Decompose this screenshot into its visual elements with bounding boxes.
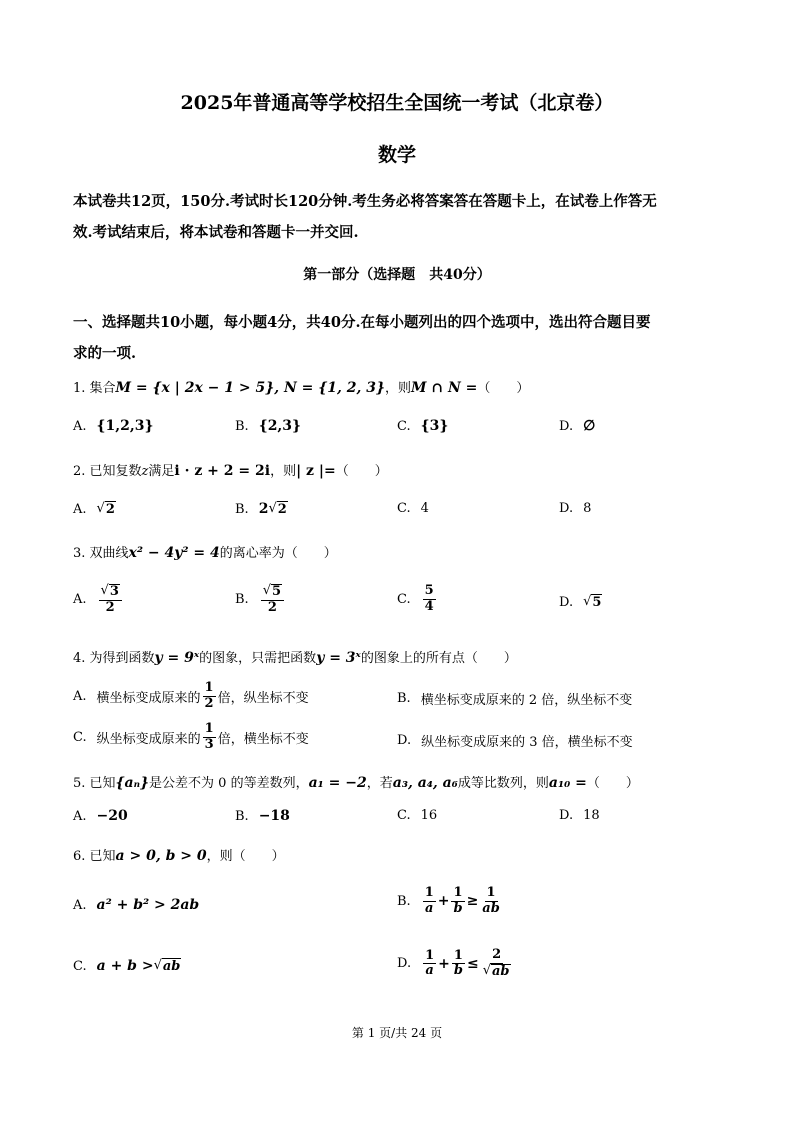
part-heading: 第一部分（选择题 共40分） (303, 267, 491, 283)
radicand: 5 (271, 584, 282, 599)
question-4 (73, 647, 517, 666)
option-label: A. (73, 592, 87, 608)
plus-sign: + (437, 893, 450, 910)
option-label: C. (397, 418, 411, 434)
denominator: a (424, 900, 434, 916)
question-stem: 的图象，只需把函数 (199, 651, 317, 666)
option-text: 倍，横坐标不变 (217, 731, 309, 747)
radical-sign: √ (262, 583, 271, 598)
option-label: D. (559, 418, 574, 434)
intro-line-2: 效.考试结束后，将本试卷和答题卡一并交回. (73, 224, 359, 241)
numerator: 1 (453, 885, 463, 900)
q5-option-c[interactable] (397, 808, 437, 823)
numerator (99, 584, 122, 601)
q1-option-b[interactable] (235, 418, 301, 434)
numerator: 1 (424, 885, 434, 900)
q5-option-b[interactable] (235, 808, 290, 824)
fraction (261, 584, 284, 616)
math-expression: x² − 4y² = 4 (128, 545, 220, 561)
q6-option-c[interactable] (73, 958, 181, 974)
option-label: D. (559, 808, 574, 823)
question-stem: 是公差不为 0 的等差数列， (149, 776, 309, 791)
fraction (423, 949, 436, 980)
question-6 (73, 845, 285, 864)
relation-sign: ≤ (466, 955, 479, 972)
option-value: 16 (420, 808, 438, 823)
numerator: 1 (425, 947, 435, 963)
fraction (480, 886, 502, 917)
question-stem: 3. 双曲线 (73, 546, 129, 561)
question-stem: 的离心率为（ ） (219, 546, 337, 561)
math-expression: {aₙ} (115, 775, 150, 791)
option-label: B. (397, 691, 411, 706)
option-label: C. (397, 808, 411, 823)
question-stem: （ ） (586, 776, 639, 791)
fraction (481, 948, 513, 980)
option-value: a² + b² > 2ab (96, 897, 200, 913)
option-text: 纵坐标变成原来的 3 倍，横坐标不变 (421, 735, 633, 750)
sqrt-expression (97, 501, 116, 517)
option-text: 横坐标变成原来的 (96, 690, 201, 706)
q1-option-c[interactable] (397, 418, 448, 434)
denominator: 3 (204, 736, 214, 752)
radicand: 5 (592, 595, 602, 610)
question-3 (73, 542, 337, 561)
radical-sign: √ (153, 958, 162, 973)
radicand: 2 (277, 502, 287, 517)
denominator: 2 (204, 695, 214, 711)
q5-option-d[interactable] (559, 808, 600, 823)
option-label: C. (73, 958, 87, 974)
numerator: 1 (453, 947, 463, 963)
option-label: A. (73, 418, 87, 434)
denominator: ab (482, 900, 500, 916)
radicand: ab (492, 963, 510, 979)
question-stem: ，则 (270, 464, 297, 479)
radicand: 3 (109, 584, 119, 599)
option-label: D. (559, 594, 574, 610)
option-value: 4 (420, 501, 429, 516)
q2-option-a[interactable] (73, 501, 116, 517)
denominator: 2 (105, 599, 115, 615)
question-stem: 4. 为得到函数 (73, 651, 155, 666)
math-expression: a > 0, b > 0 (115, 848, 207, 864)
exam-title: 2025年普通高等学校招生全国统一考试（北京卷） (180, 92, 614, 114)
question-stem: 的图象上的所有点（ ） (360, 651, 517, 666)
question-stem: ，则（ ） (206, 849, 285, 864)
q4-option-a[interactable] (73, 681, 309, 712)
sqrt-expression (583, 594, 602, 610)
q4-option-d[interactable] (397, 731, 633, 750)
q6-option-b[interactable] (397, 886, 504, 917)
option-label: C. (397, 501, 411, 516)
option-label: C. (73, 729, 87, 745)
denominator (481, 964, 513, 980)
numerator: 1 (204, 680, 214, 695)
q2-option-b[interactable] (235, 501, 288, 517)
math-expression: a₁ = −2 (308, 775, 367, 791)
section-instructions-1: 一、选择题共10小题，每小题4分，共40分.在每小题列出的四个选项中，选出符合题目要 (73, 314, 651, 331)
math-expression: M ∩ N = (411, 380, 478, 396)
q1-option-d[interactable] (559, 418, 595, 434)
radical-sign: √ (583, 594, 592, 609)
math-expression: a₁₀ = (548, 775, 587, 791)
subject-title: 数学 (377, 144, 416, 166)
option-value: {2,3} (258, 418, 302, 434)
math-expression: y = 9ˣ (154, 650, 200, 666)
question-stem: 满足 (148, 464, 175, 479)
q3-option-d[interactable] (559, 594, 602, 610)
sqrt-expression (101, 584, 120, 600)
option-text: 倍，纵坐标不变 (217, 690, 309, 706)
fraction (203, 722, 216, 753)
option-value: a + b > (96, 958, 154, 974)
option-label: A. (73, 897, 87, 913)
q2-option-c[interactable] (397, 501, 429, 516)
option-value: −18 (258, 808, 290, 824)
question-stem: （ ） (477, 381, 530, 396)
option-text: 横坐标变成原来的 2 倍，纵坐标不变 (420, 693, 633, 708)
sqrt-expression (268, 501, 287, 517)
math-variable: z (141, 464, 149, 479)
math-expression: a₃, a₄, a₆ (392, 775, 458, 791)
fraction (423, 886, 436, 917)
question-stem: 5. 已知 (73, 776, 116, 791)
option-label: D. (559, 501, 574, 516)
q4-option-b[interactable] (397, 689, 632, 708)
option-label: A. (73, 808, 87, 824)
denominator: b (453, 963, 463, 979)
plus-sign: + (438, 955, 450, 972)
option-value: {3} (420, 418, 449, 434)
question-5 (73, 772, 639, 791)
sqrt-expression (263, 584, 282, 600)
numerator: 1 (486, 885, 496, 900)
relation-sign: ≥ (466, 893, 479, 910)
radicand: 2 (105, 502, 115, 517)
q3-option-b[interactable] (235, 584, 286, 616)
section-instructions-2: 求的一项. (73, 345, 137, 362)
fraction (99, 584, 122, 616)
option-value: ∅ (583, 418, 596, 434)
option-label: D. (397, 956, 412, 972)
denominator: 2 (267, 599, 277, 615)
math-expression: | z |= (296, 463, 336, 479)
option-label: A. (73, 688, 87, 704)
question-2 (73, 460, 388, 479)
math-expression: M = {x | 2x − 1 > 5}, N = {1, 2, 3} (115, 380, 385, 396)
denominator: b (453, 900, 463, 916)
question-stem: 2. 已知复数 (73, 464, 142, 479)
q3-option-c[interactable] (397, 584, 438, 615)
option-label: B. (235, 501, 249, 517)
question-stem: 成等比数列，则 (457, 776, 549, 791)
q3-option-a[interactable] (73, 584, 124, 616)
q5-option-a[interactable] (73, 808, 128, 824)
radical-sign: √ (268, 501, 277, 516)
option-label: C. (397, 591, 411, 607)
fraction (423, 584, 436, 615)
option-value: 18 (583, 808, 600, 823)
denominator: 4 (424, 598, 434, 614)
numerator: 1 (204, 721, 214, 736)
denominator: a (425, 963, 434, 979)
option-label: B. (397, 893, 411, 909)
option-value: −20 (96, 808, 128, 824)
numerator: 5 (424, 583, 434, 598)
numerator (261, 584, 284, 601)
option-label: B. (235, 592, 249, 608)
question-stem: （ ） (335, 464, 388, 479)
radical-sign: √ (100, 583, 109, 598)
radical-sign: √ (482, 962, 491, 978)
option-value: 8 (583, 501, 592, 516)
sqrt-expression (483, 964, 511, 980)
option-value: {1,2,3} (96, 418, 154, 434)
option-label: B. (235, 418, 249, 434)
fraction (451, 886, 464, 917)
q4-option-c[interactable] (73, 722, 309, 753)
math-expression: i · z + 2 = 2i (174, 463, 271, 479)
question-stem: ，则 (385, 381, 412, 396)
question-stem: ，若 (366, 776, 393, 791)
numerator: 2 (492, 947, 502, 962)
fraction (203, 681, 216, 712)
coefficient: 2 (258, 501, 269, 517)
question-stem: 6. 已知 (73, 849, 116, 864)
sqrt-expression (154, 958, 182, 974)
radicand: ab (162, 959, 181, 974)
question-stem: 1. 集合 (73, 381, 116, 396)
math-expression: y = 3ˣ (316, 650, 361, 666)
q6-option-d[interactable] (397, 948, 515, 980)
option-label: B. (235, 808, 249, 824)
q1-option-a[interactable] (73, 418, 154, 434)
fraction (452, 949, 465, 980)
q2-option-d[interactable] (559, 501, 591, 516)
question-1 (73, 377, 529, 396)
intro-line-1: 本试卷共12页，150分.考试时长120分钟.考生务必将答案答在答题卡上，在试卷上作答无 (73, 193, 657, 210)
page-footer: 第 1 页/共 24 页 (351, 1026, 443, 1040)
option-text: 纵坐标变成原来的 (96, 731, 201, 747)
q6-option-a[interactable] (73, 897, 199, 913)
option-label: A. (73, 501, 87, 517)
radical-sign: √ (96, 501, 105, 516)
option-label: D. (397, 733, 412, 748)
